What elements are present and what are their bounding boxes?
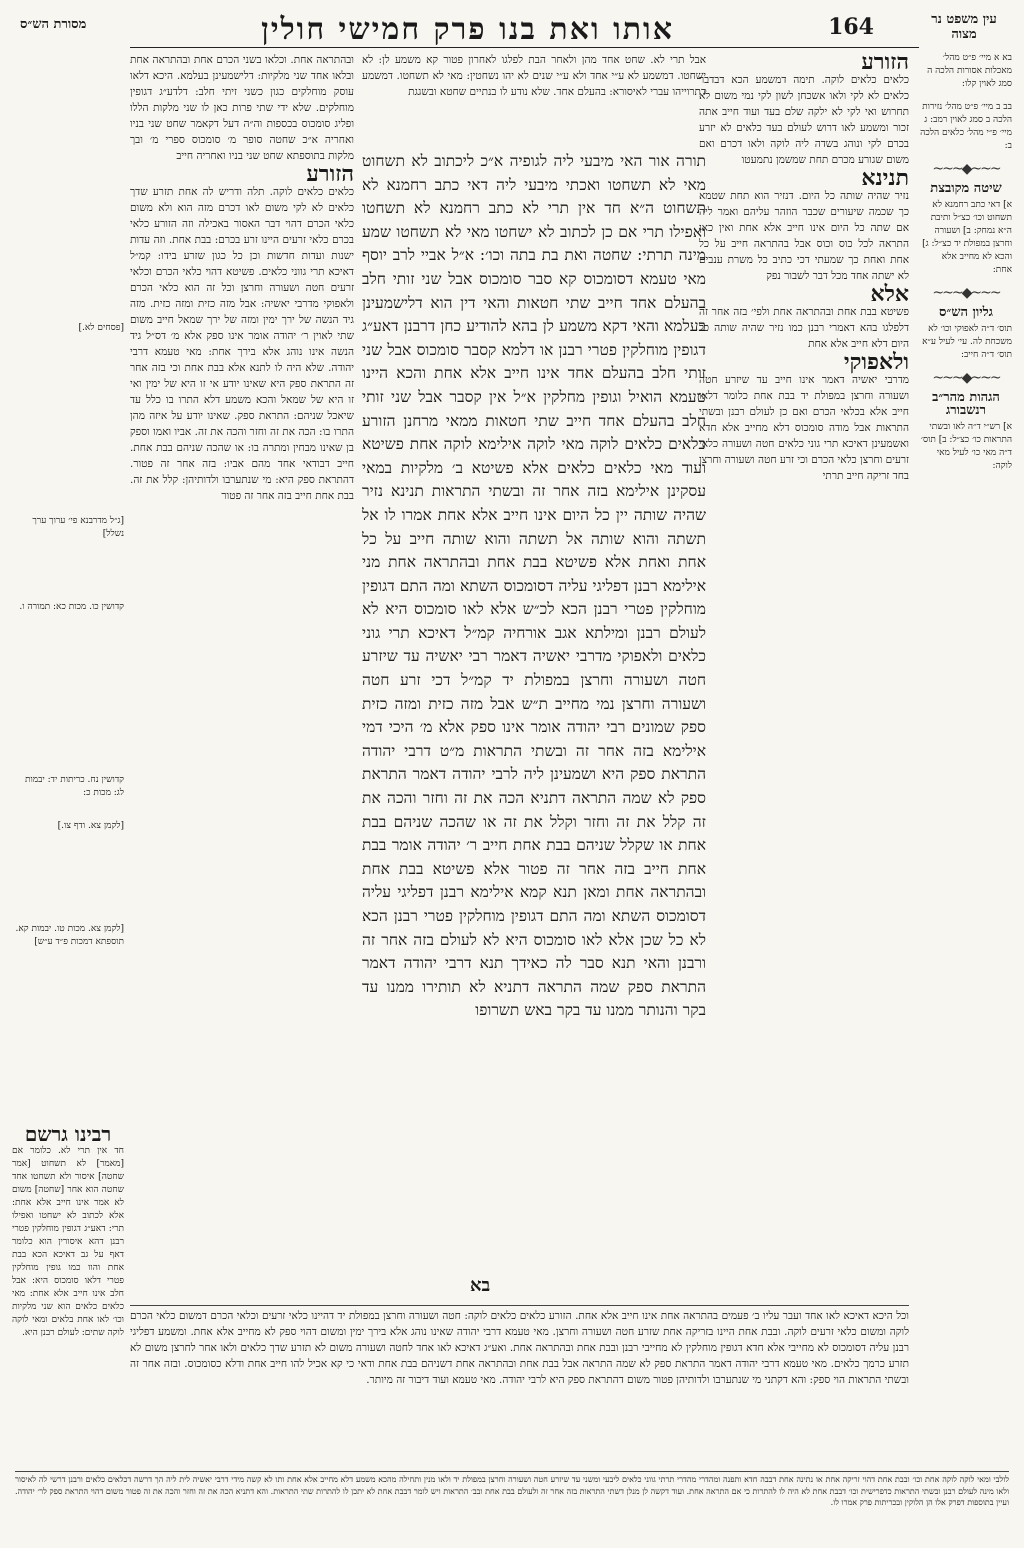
shita-mekubetzet-title: שיטה מקובצת bbox=[930, 181, 1002, 196]
mesoret-entry: קדושין נח. כריתות יד: יבמות לג: מכות כ: bbox=[24, 775, 124, 798]
shita-mekubetzet-text: א] דאי כתב רחמנא לא תשחוט וכו׳ כצ״ל ותיבת ה״א נמחק: ב] ושעורה וחרצן במפולת יד כצ״ל: ג] והכא לא מחייב אלא אחת: bbox=[922, 200, 1012, 275]
dibbur-hamatchil: תנינא bbox=[861, 165, 909, 191]
mesoret-entry: [ג״ל מדרבנא פי׳ ערוך ערך נשלל] bbox=[32, 516, 124, 539]
rashi-column bbox=[699, 52, 909, 1307]
footer-notes-text: לולבי ומאי לוקה לוקה אחת וכו׳ ובבת אחת דהוי זריקה אחת או נתינה אחת דבבה חדא ותפנה ומהדרי מהדרי תרתי גווני כלאים ליבעי ומשני עד שיזרע חטה ושעורה וחרצן במפולת יד ולאו מנין ותחילה מהכא משמע דלא מחייב אלא אחת ותו לא קשה מידי דרבי יאשיה לית ליה הך דרשה דכלאים כלאים ורבנן דרשי לה לאיסור ולאו מינה לעולם רבנן ובשתי התראות כדפרישית וכו׳ דבבת אחת לא היה לו להתרות כי אם התראה אחת. ועוד דקשה לן מנלן דשתי התראות בזה אחר זה ולעולם בבת אחת ובב׳ התראות ויש לומר דבבת אחת לא יתכן לו להתרות שתי התראות. והא דתניא הכה את זה וחזר והכה את זה פטור משום דהוי התראת ספק לר׳ יהודה. ועיין בתוספות דפרק אלו הן הלוקין ובכריתות פרק אמרו לו. bbox=[15, 1475, 1009, 1507]
page-header bbox=[20, 12, 1004, 46]
tosafot-top-block bbox=[362, 52, 706, 144]
gilyon-hashas-text: תוס׳ ד״ה לאפוקי וכו׳ לא משכחת לה. עי׳ לעיל ע״א תוס׳ ד״ה חייב: bbox=[922, 324, 1012, 360]
mesoret-entry: [לקמן צא. ודף צו.] bbox=[57, 821, 124, 831]
dibbur-hamatchil: הזורע bbox=[861, 52, 909, 75]
mesoret-label: מסורת הש״ס bbox=[20, 17, 87, 32]
rashi-text: נזיר שהיה שותה כל היום. דנזיר הוא תחת שטמא כך שכמה שיעורים שכבר הוזהר עליהם ואמר ליה אם שתה כל היום אינו חייב אלא אחת ואין כאן התראה לכל כוס וכוס אבל בהתראה חייב על כל אחת ואחת כך שמעתי דכי כתיב כל משרת ענבים לא ישתה אחד מכל דבר לשבור נפק bbox=[699, 190, 909, 282]
rashi-text: פשיטא בבת אחת ובהתראה אחת ולפי׳ בזה אחר זה דלפלגו בהא דאמרי רבנן כמו נזיר שהיה שותה כל היום דלא חייב אלא אחת bbox=[699, 306, 909, 350]
mesoret-entry: [פסחים לא.] bbox=[78, 323, 124, 333]
footer-notes bbox=[15, 1474, 1009, 1540]
bottom-commentary-text: וכל היכא דאיכא לאו אחד ועבר עליו ב׳ פעמים בהתראה אחת אינו חייב אלא אחת. הזורע כלאים כלאים לוקה: חטה ושעורה וחרצן במפולת יד דהיינו כלאי זרעים וכלאי הכרם דמשום כלאי הכרם לוקה ומשום כלאי זרעים לוקה. ובבת אחת היינו בזריקה אחת שזרע חטה ושעורה וחרצן. מאי טעמא דרבי יהודה שאינו נוהג אלא בירך ימין ומשום דהוי ספק לא מחייב אלא אחת. ומשמע דפליגי רבנן עליה דסומכוס לא מחייבי אלא חדא דגופין מוחלקין לא מחייבי רבנן ובבת אחת ובהתראה אחת. ואע״ג דאיכא לאו אחד לחטה ושעורה משום לא תזרע שדך כלאים ולאו אחר לחרצן משום לא תזרע כרמך כלאים. מאי טעמא דרבי יהודה דאמר התראת ספק לא שמה התראה אבל בבת אחת ובהתראה אחת דשניהם בבת אחת ודאי כי קא אכיל להו חייב אחת ודלא כסומכוס. ובזה אחר זה ובשתי התראות הוי ספק: והא דקתני מי שנתערבו ולדותיהן פטור משום דהתראת ספק היא לרבי יהודה. מאי טעמא ועוד דיבור זה מיותר. bbox=[130, 1310, 909, 1386]
rashi-text: כלאים כלאים לוקה. תימה דמשמע הכא דבדבר כלאים לא לקי ולאו אשכחן לשון לקי נמי משום לא תחרוש ואי לקי לא ילקה שלם בעד ועוד חייב אתה זכור ומשמע לאו דרוש לעולם בעד כלאים לא יזרע בכרם לקי ונוהג בשדה ליה לוקה ולאו דכרם ואם משום שגורע מכרם תחת שמשמן נתמעטו bbox=[699, 74, 909, 166]
page-number: 164 bbox=[828, 14, 874, 40]
dibbur-hamatchil: הזורע bbox=[306, 161, 354, 187]
ein-mishpat-column bbox=[920, 52, 1012, 1307]
mesoret-entry: קדושין כו. מכות כא: תמורה ו. bbox=[19, 602, 124, 612]
dibbur-hamatchil: ולאפוקי bbox=[843, 349, 909, 375]
ein-mishpat-label: עין משפט נר מצוה bbox=[931, 12, 997, 42]
header-rule bbox=[130, 47, 919, 48]
ornament-divider: ~~~◆~~~ bbox=[932, 285, 1000, 301]
bottom-commentary bbox=[130, 1308, 909, 1470]
ornament-divider: ~~~◆~~~ bbox=[932, 161, 1000, 177]
catchword: בא bbox=[470, 1275, 491, 1296]
tosafot-column bbox=[130, 52, 354, 1307]
mesoret-entry: [לקמן צא. מכות טו. יבמות קא. תוספתא דמכות פ״ד ע״ש] bbox=[15, 924, 124, 947]
ein-mishpat-entry: בב ב מיי׳ פ״ט מהל׳ נזירות הלכה ב סמג לאוין רמב: ג מיי׳ פ״י מהל׳ כלאים הלכה ב: bbox=[920, 102, 1012, 151]
tosafot-top-text: אבל תרי לא. שחט אחד מהן ולאחר הבת לפלגו לאחרון פטור קא משמע לן: לא ישחטו. דמשמע לא ע״י אחד ולא ע״י שנים לא יהו נשחטין: מאי לא תשחטו. דמשמע דתרוייהו עברי לאיסורא: בהעלם אחד. שלא נודע לו בנתיים שחטא ובשגגת bbox=[362, 54, 706, 98]
footer-divider bbox=[15, 1471, 1009, 1472]
page-title: אותו ואת בנו פרק חמישי חולין bbox=[261, 12, 674, 47]
ein-mishpat-entry: בא א מיי׳ פ״ט מהל׳ מאכלות אסורות הלכה ה סמג לאוין קלו: bbox=[927, 53, 1012, 89]
section-divider bbox=[130, 1305, 909, 1306]
ornament-divider: ~~~◆~~~ bbox=[932, 370, 1000, 386]
gemara-text bbox=[362, 150, 706, 1275]
mesoret-column bbox=[12, 52, 124, 1092]
rabbenu-gershom-text: חד אין תרי לא. כלומר אם [מאמר] לא תשחוט [אמר שחטה] איסור ולא תשחטו אחד שחטה הוא אחר [שחטה] משום לא אמר אינו חייב אלא אחת: אלא לכתוב לא ישחטו ואפילו תרי: דאע״ג דגופין מוחלקין פטרי רבנן דהא איסורין הוא כלומר דאף על גב דאיכא הכא בבת אחת והוו כמו גופין מוחלקין פטרי דלאו סומכוס היא: אבל חלב אינו חייב אלא אחת: מאי כלאים כלאים הוא שני מלקיות וכו׳ לאו אחת בלאים ומאי לוקה לוקה שתים: לעולם רבנן היא. bbox=[12, 1146, 124, 1338]
rabbenu-gershom-block bbox=[12, 1128, 124, 1468]
hagahot-text: א] רש״י ד״ה לאו ובשתי התראות כו׳ כצ״ל: ב] תוס׳ ד״ה מאי כו׳ לעיל מאי לוקה: bbox=[920, 422, 1012, 471]
rabbenu-gershom-title: רבינו גרשם bbox=[24, 1128, 112, 1146]
tosafot-text: ובהתראה אחת. וכלאו בשני הכרם אחת ובהתראה אחת ובלאו אחד שני מלקיות: דלישמעינן בעלמא. היכא דלאו עוסק מוחלקים כגון כשני זיתי חלב: דלדע״ג דגופין מוחלקים. שלא ידי שתי פרות כאן לו שני מלקות הללו ופליג סומכוס בכספות וה״ה דעל דקאמר שחט שני בניו ואחריה א״כ שחטה סופר מ׳ סומכוס ספרי מ׳ ובך מלקות בתוספתא שחט שני בניו ואחריה חייב bbox=[130, 54, 354, 162]
dibbur-hamatchil: אלא bbox=[870, 281, 909, 307]
hagahot-title: הגהות מהר״ב רנשבורג bbox=[932, 390, 1000, 418]
rashi-text: מדרבי יאשיה דאמר אינו חייב עד שיזרע חטה ושעורה וחרצן במפולת יד בבת אחת כלומר דלאו חייב אלא בכלאי הכרם ואם כן לעולם רבנן ובשתי התראות אבל מודה סומכוס דלא מחייב אלא חדא ואשמעינן דאיכא תרי גוני כלאים חטה ושעורה כלאי זרעים וחרצן כלאי הכרם וכי זרע חטה ושעורה וחרצן בחד זריקה חייב תרתי bbox=[699, 374, 909, 482]
gilyon-hashas-title: גליון הש״ס bbox=[939, 305, 993, 320]
gemara-paragraph: תורה אור האי מיבעי ליה לגופיה א״כ ליכתוב לא תשחוט מאי לא תשחטו ואכתי מיבעי ליה דאי כתב רחמנא לא תשחוט ה״א חד אין תרי לא כתב רחמנא לא תשחטו ואפילו תרי אם כן לכתוב לא ישחטו מאי לא תשחטו שמע מינה תרתי: שחטה ואת בת בתה וכו׳: א״ל אביי לרב יוסף מאי טעמא דסומכוס קא סבר סומכוס אבל שני זותי חלב בהעלם אחד חייב שתי חטאות והאי דין הוא דלישמעינן בעלמא והאי דקא משמע לן בהא להודיע כחן דרבנן דאע״ג דגופין מוחלקין פטרי רבנן או דלמא קסבר סומכוס אבל שני זותי חלב בהעלם אחד אינו חייב אלא אחת והכא היינו טעמא הואיל וגופין מחלקין א״ל אין קסבר אבל שני זותי חלב בהעלם אחד חייב שתי חטאות ממאי מרחנן הזורע כלאים כלאים לוקה מאי לוקה אילימא לוקה אחת פשיטא ועוד מאי כלאים כלאים אלא פשיטא ב׳ מלקיות במאי עסקינן אילימא בזה אחר זה ובשתי התראות תנינא נזיר שהיה שותה יין כל היום אינו חייב אלא אחת אמרו לו אל תשתה והוא שותה אל תשתה והוא שותה חייב על כל אחת ואחת אלא פשיטא בבת אחת ובהתראה אחת מני אילימא רבנן דפליגי עליה דסומכוס השתא ומה התם דגופין מוחלקין פטרי רבנן הכא לכ״ש אלא לאו סומכוס היא לא לעולם רבנן ומילתא אגב אורחיה קמ״ל דאיכא תרי גוני כלאים ולאפוקי מדרבי יאשיה דאמר רבי יאשיה עד שיזרע חטה ושעורה וחרצן במפולת יד קמ״ל דכי זרע חטה ושעורה וחרצן נמי מחייב ת״ש אבל מזה כזית ומזה כזית ספק שמונים רבי יהודה אומר אינו ספק אלא מ׳ היכי דמי אילימא בזה אחר זה ובשתי התראות מ״ט דרבי יהודה התראת ספק היא ושמעינן ליה לרבי יהודה דאמר התראת ספק לא שמה התראה דתניא הכה את זה וחזר והכה את זה קלל את זה וחזר וקלל את זה או שהכה שניהם בבת אחת או שקלל שניהם בבת אחת חייב ר׳ יהודה אומר בבת אחת חייב בזה אחר זה פטור אלא פשיטא בבת אחת ובהתראה אחת ומאן תנא קמא אילימא רבנן דפליגי עליה דסומכוס השתא ומה התם דגופין מוחלקין פטרי רבנן הכא לא כל שכן אלא לאו סומכוס היא לא לעולם בזה אחר זה ורבנן והאי תנא סבר לה כאידך תנא דרבי יהודה דאמר התראת ספק שמה התראה דתניא לא תותירו ממנו עד בקר והנותר ממנו עד בקר באש תשרופו bbox=[362, 152, 706, 1020]
tosafot-text: כלאים כלאים לוקה. תלה ודריש לה אחת תזרע שדך כלאים לא לקי משום לאו דכרם מזה הוא ולא משום כלאי הכרם דהוי דבר האסור באכילה וזה הזורע כלאי בכרם כלאי זרעים היינו זרע בכרם: בבת אחת. וזה עדות ישנות ועדות חדשות וכן כל כגון שזרע בידו: קמ״ל דאיכא תרי גווני כלאים. פשיטא דהוי כלאי הכרם וכלאי זרעים חטה ושעורה וחרצן וכל זה הוא כלאי הכרם ולאפוקי מדרבי יאשיה: אבל מזה כזית ומזה כזית. מזה גיד הנשה של ירך ימין ומזה של ירך שמאל חייב משום שתי לאוין ר׳ יהודה אומר אינו ספק אלא מ׳ דס״ל גיד הנשה אינו נוהג אלא בירך אחת: מאי טעמא דרבי יהודה. שלא היה לו לתנא אלא בבת אחת וכי בזה אחר זה התראת ספק היא שאינו יודע אי זו היא של ימין ואי זו היא של שמאל והכא משמע דלא התרו בו כלל עד שיאכל שניהם: התראת ספק. שאינו יודע על איזה מהן התרו בו: הכה את זה וחזר והכה את זה. אביו ואמו וספק בן שאינו מבחין ומתרה בו: או שהכה שניהם בבת אחת. חייב דבודאי אחד מהם אביו: בזה אחר זה פטור. דהתראת ספק היא: מי שנתערבו ולדותיהן: קלל את זה. בבת אחת חייב בזה אחר זה פטור bbox=[130, 186, 354, 502]
